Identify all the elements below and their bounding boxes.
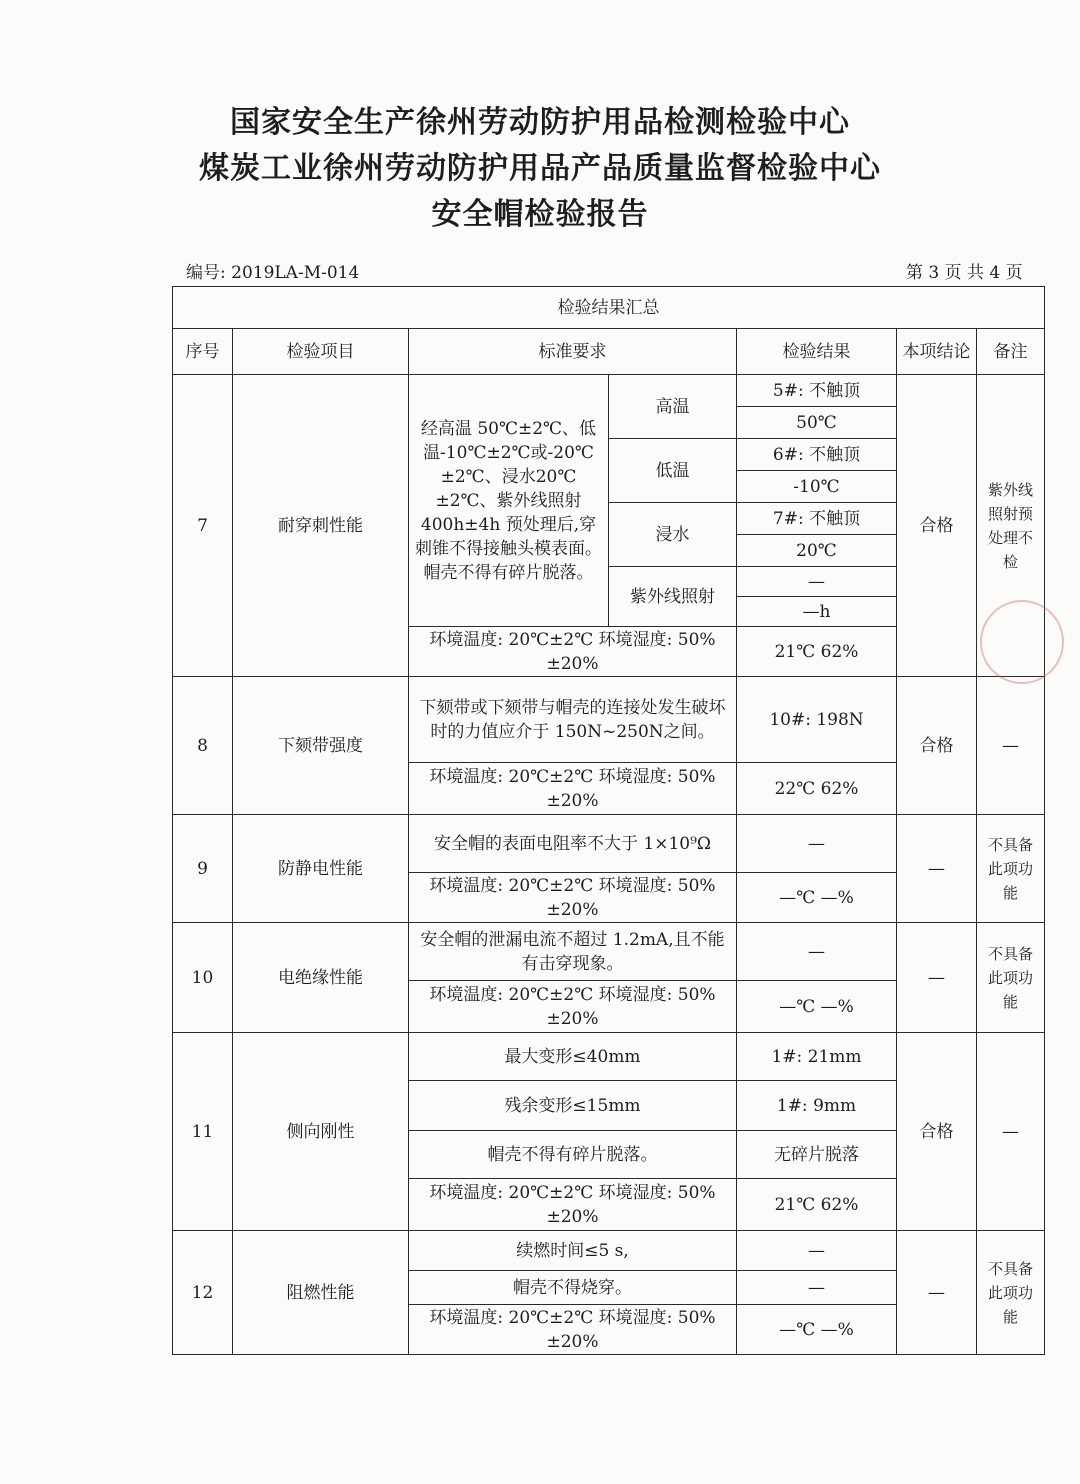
row7-temp-low: -10℃ [737, 471, 897, 503]
row11-req-residual-deform: 残余变形≤15mm [409, 1081, 737, 1131]
row8-item: 下颏带强度 [233, 677, 409, 815]
row10-item: 电绝缘性能 [233, 923, 409, 1033]
row7-result-water: 7#: 不触顶 [737, 503, 897, 535]
row10-environment-result: —℃ —% [737, 981, 897, 1033]
row9-conclusion: — [897, 815, 977, 923]
row9-environment-result: —℃ —% [737, 873, 897, 923]
row7-cond-water: 浸水 [609, 503, 737, 567]
row12-result-burn-through: — [737, 1271, 897, 1305]
row8-remark: — [977, 677, 1045, 815]
row9-result: — [737, 815, 897, 873]
row10-requirement: 安全帽的泄漏电流不超过 1.2mA,且不能有击穿现象。 [409, 923, 737, 981]
col-header-remark: 备注 [977, 329, 1045, 375]
row7-no: 7 [173, 375, 233, 677]
row12-item: 阻燃性能 [233, 1231, 409, 1355]
row9-remark: 不具备此项功能 [977, 815, 1045, 923]
col-header-no: 序号 [173, 329, 233, 375]
row7-cond-uv: 紫外线照射 [609, 567, 737, 627]
row10-result: — [737, 923, 897, 981]
col-header-conclusion: 本项结论 [897, 329, 977, 375]
row7-requirement: 经高温 50℃±2℃、低温-10℃±2℃或-20℃±2℃、浸水20℃±2℃、紫外线照射 400h±4h 预处理后,穿刺锥不得接触头模表面。帽壳不得有碎片脱落。 [409, 375, 609, 627]
row11-result-max-deform: 1#: 21mm [737, 1033, 897, 1081]
row9-requirement: 安全帽的表面电阻率不大于 1×10⁹Ω [409, 815, 737, 873]
row7-remark: 紫外线照射预处理不检 [977, 375, 1045, 677]
row8-result: 10#: 198N [737, 677, 897, 763]
row12-result-afterflame: — [737, 1231, 897, 1271]
title-institute-1: 国家安全生产徐州劳动防护用品检测检验中心 [230, 105, 850, 140]
col-header-item: 检验项目 [233, 329, 409, 375]
title-institute-2: 煤炭工业徐州劳动防护用品产品质量监督检验中心 [199, 151, 881, 186]
row12-remark: 不具备此项功能 [977, 1231, 1045, 1355]
col-header-result: 检验结果 [737, 329, 897, 375]
row7-environment: 环境温度: 20℃±2℃ 环境湿度: 50%±20% [409, 627, 737, 677]
results-table [172, 286, 1045, 1355]
row10-environment: 环境温度: 20℃±2℃ 环境湿度: 50%±20% [409, 981, 737, 1033]
row8-conclusion: 合格 [897, 677, 977, 815]
row11-result-residual-deform: 1#: 9mm [737, 1081, 897, 1131]
row8-environment-result: 22℃ 62% [737, 763, 897, 815]
row7-cond-high-temp: 高温 [609, 375, 737, 439]
row7-temp-water: 20℃ [737, 535, 897, 567]
row7-hours-uv: —h [737, 597, 897, 627]
row11-remark: — [977, 1033, 1045, 1231]
col-header-requirement: 标准要求 [409, 329, 737, 375]
row12-environment: 环境温度: 20℃±2℃ 环境湿度: 50%±20% [409, 1305, 737, 1355]
row11-environment: 环境温度: 20℃±2℃ 环境湿度: 50%±20% [409, 1179, 737, 1231]
row7-result-low-temp: 6#: 不触顶 [737, 439, 897, 471]
row10-conclusion: — [897, 923, 977, 1033]
row9-environment: 环境温度: 20℃±2℃ 环境湿度: 50%±20% [409, 873, 737, 923]
row12-no: 12 [173, 1231, 233, 1355]
row7-result-uv: — [737, 567, 897, 597]
row7-environment-result: 21℃ 62% [737, 627, 897, 677]
row7-item: 耐穿刺性能 [233, 375, 409, 677]
row10-remark: 不具备此项功能 [977, 923, 1045, 1033]
row10-no: 10 [173, 923, 233, 1033]
row12-req-afterflame: 续燃时间≤5 s, [409, 1231, 737, 1271]
row11-result-fragments: 无碎片脱落 [737, 1131, 897, 1179]
title-report: 安全帽检验报告 [431, 197, 649, 232]
page-info: 第 3 页 共 4 页 [906, 263, 1023, 283]
row11-req-max-deform: 最大变形≤40mm [409, 1033, 737, 1081]
row12-req-burn-through: 帽壳不得烧穿。 [409, 1271, 737, 1305]
row11-environment-result: 21℃ 62% [737, 1179, 897, 1231]
seal-stamp [980, 600, 1064, 684]
row12-environment-result: —℃ —% [737, 1305, 897, 1355]
row7-temp-high: 50℃ [737, 407, 897, 439]
report-number: 编号: 2019LA-M-014 [186, 263, 360, 283]
row7-result-high-temp: 5#: 不触顶 [737, 375, 897, 407]
row8-requirement: 下颏带或下颏带与帽壳的连接处发生破坏时的力值应介于 150N~250N之间。 [409, 677, 737, 763]
row11-conclusion: 合格 [897, 1033, 977, 1231]
row12-conclusion: — [897, 1231, 977, 1355]
row9-item: 防静电性能 [233, 815, 409, 923]
row7-conclusion: 合格 [897, 375, 977, 677]
row8-environment: 环境温度: 20℃±2℃ 环境湿度: 50%±20% [409, 763, 737, 815]
row7-cond-low-temp: 低温 [609, 439, 737, 503]
row11-no: 11 [173, 1033, 233, 1231]
row11-item: 侧向刚性 [233, 1033, 409, 1231]
row11-req-fragments: 帽壳不得有碎片脱落。 [409, 1131, 737, 1179]
table-caption: 检验结果汇总 [173, 287, 1045, 329]
row9-no: 9 [173, 815, 233, 923]
report-titles [0, 100, 1080, 238]
row8-no: 8 [173, 677, 233, 815]
